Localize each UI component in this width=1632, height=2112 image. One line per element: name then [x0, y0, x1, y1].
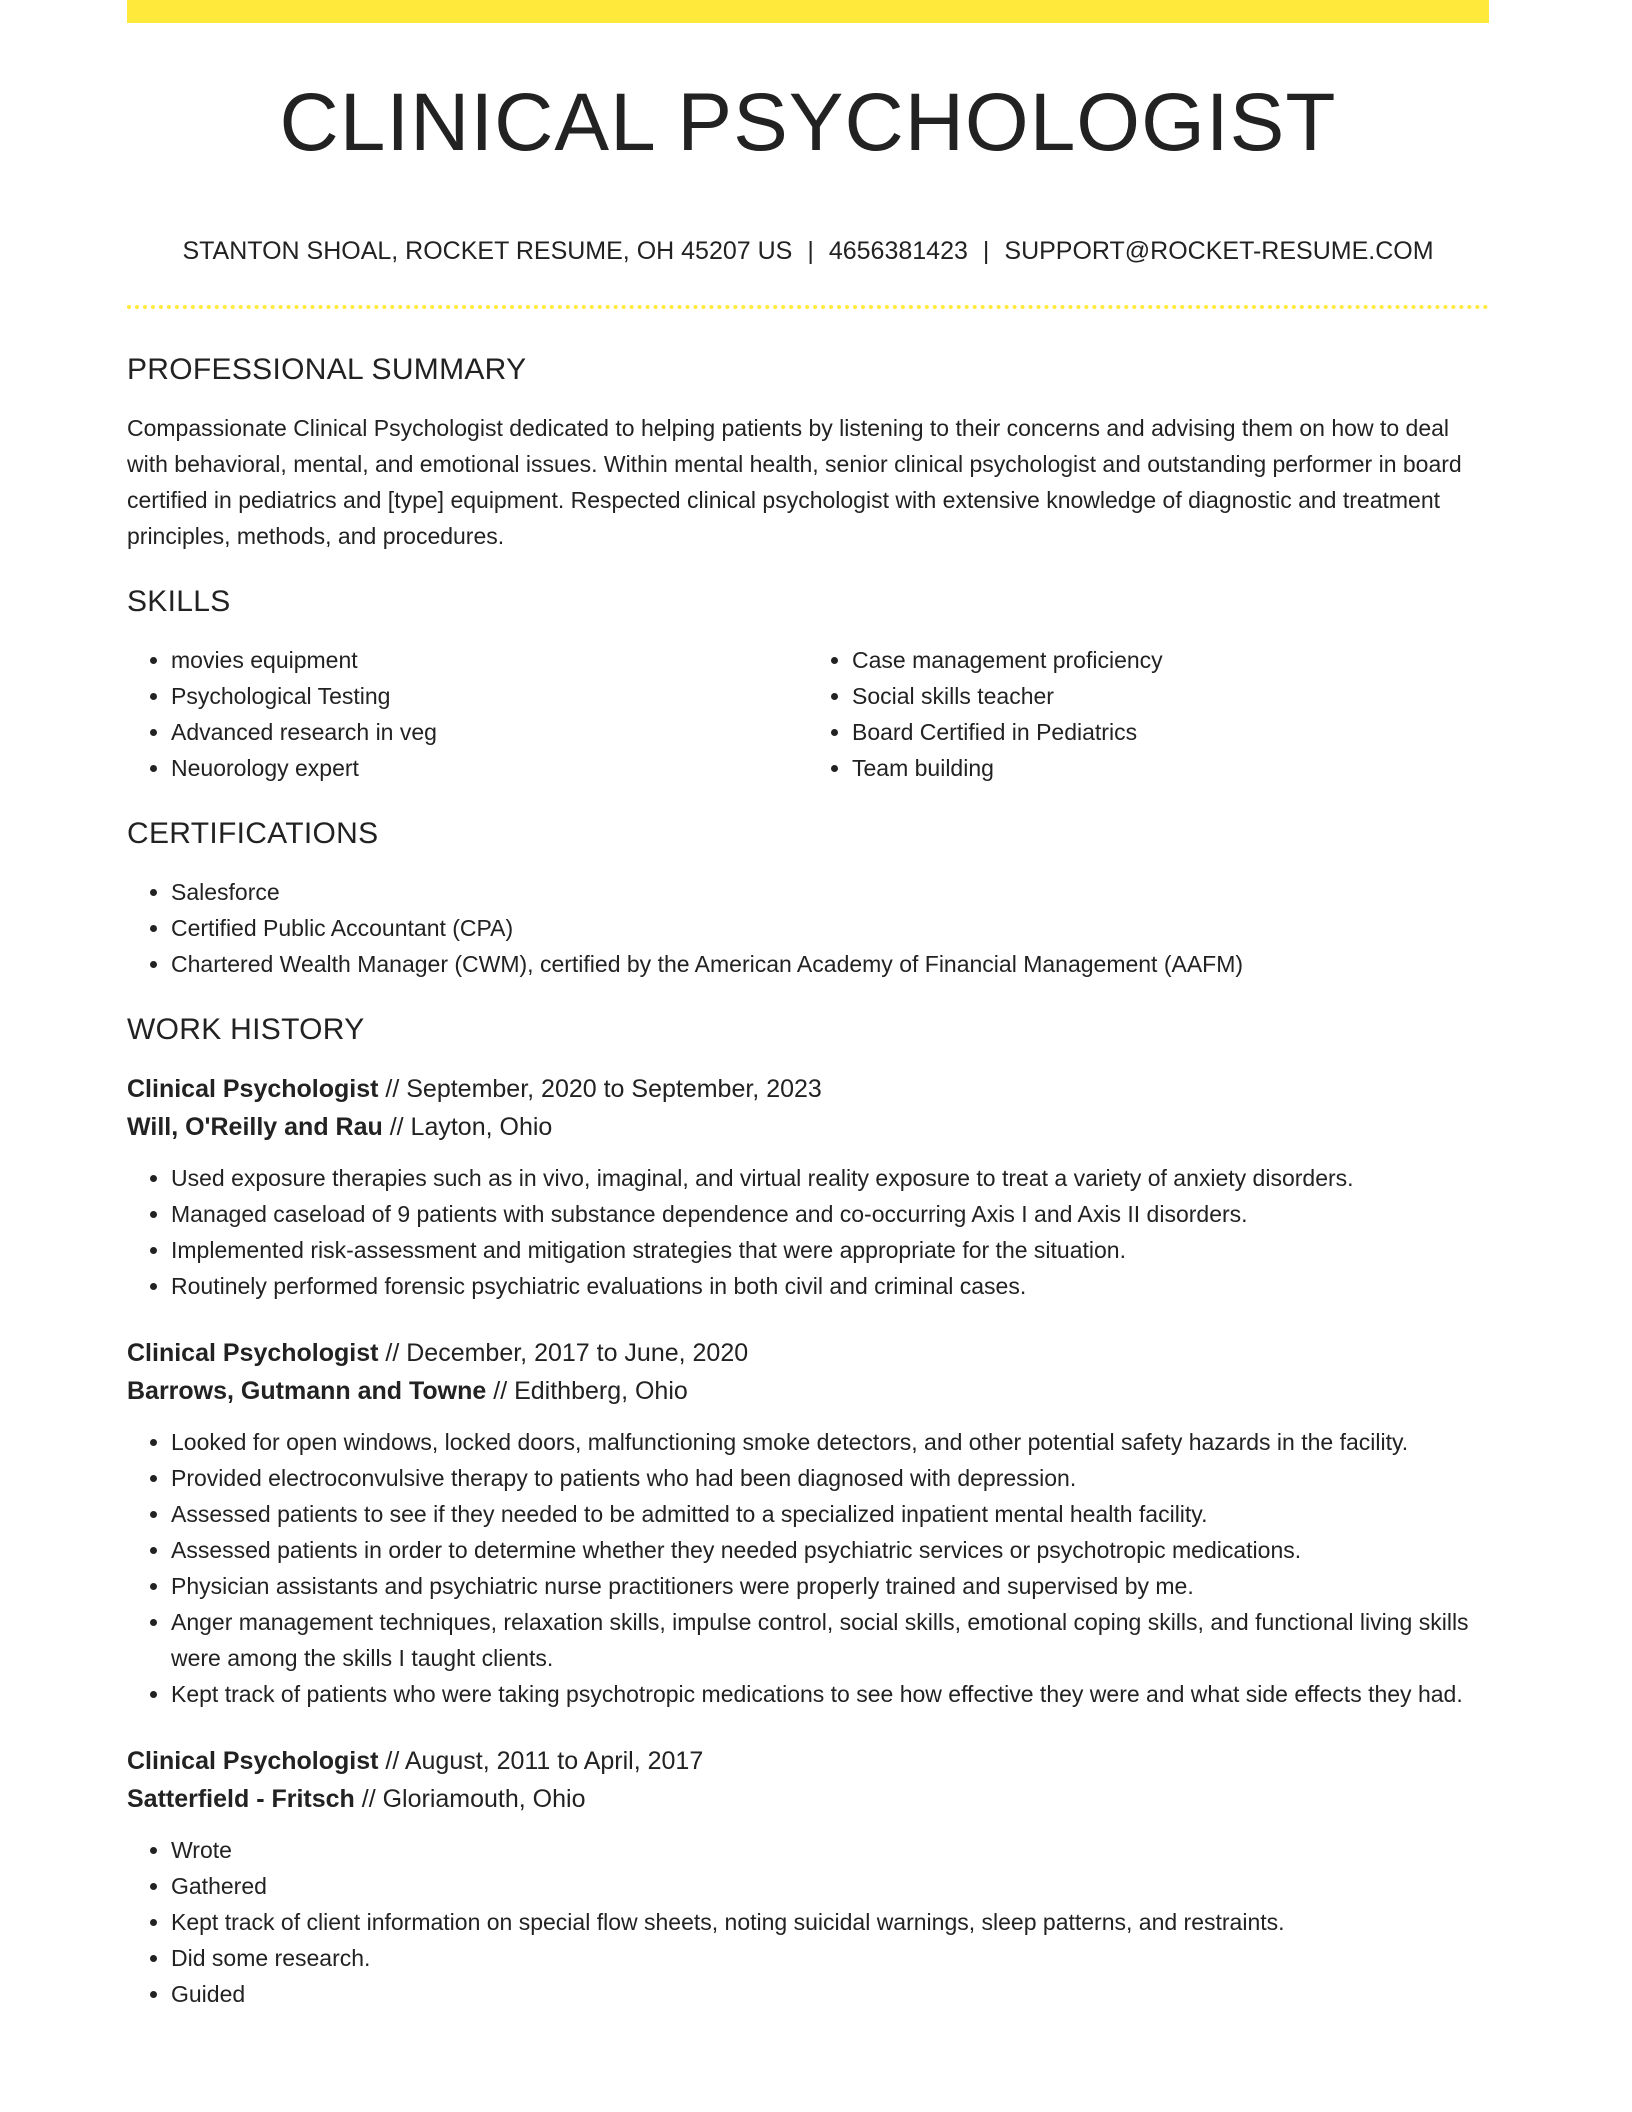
job-location: // Gloriamouth, Ohio	[354, 1785, 586, 1813]
job-location: // Layton, Ohio	[382, 1113, 553, 1141]
job-bullet: • Looked for open windows, locked doors, malfunctioning smoke detectors, and other potential safety hazards in the facility.	[171, 1424, 1489, 1460]
certifications-heading: CERTIFICATIONS	[127, 817, 379, 850]
job-bullet: • Did some research.	[171, 1940, 1489, 1976]
skill-item: • Case management proficiency	[852, 642, 1489, 678]
skill-item: • Team building	[852, 750, 1489, 786]
certification-item: • Certified Public Accountant (CPA)	[171, 910, 1489, 946]
job-bullet: • Physician assistants and psychiatric nurse practitioners were properly trained and supervised by me.	[171, 1568, 1489, 1604]
work-history-section	[127, 1012, 1489, 2012]
skill-item: • Board Certified in Pediatrics	[852, 714, 1489, 750]
contact-separator: |	[807, 237, 814, 265]
contact-line	[127, 236, 1489, 266]
contact-address: STANTON SHOAL, ROCKET RESUME, OH 45207 US	[182, 237, 793, 265]
job-bullet: • Used exposure therapies such as in vivo, imaginal, and virtual reality exposure to treat a variety of anxiety disorders.	[171, 1160, 1489, 1196]
summary-heading: PROFESSIONAL SUMMARY	[127, 353, 527, 386]
summary-text: Compassionate Clinical Psychologist dedicated to helping patients by listening to their concerns and advising them on how to deal with behavioral, mental, and emotional issues. Within mental health, senior clinical psychologist and outstanding performer in board certified in pediatrics and [type] equipment. Respected clinical psychologist with extensive knowledge of diagnostic and treatment principles, methods, and procedures.	[127, 415, 1462, 549]
job-bullet: • Guided	[171, 1976, 1489, 2012]
skills-heading: SKILLS	[127, 585, 231, 618]
job-bullet: • Wrote	[171, 1832, 1489, 1868]
resume-title: CLINICAL PSYCHOLOGIST	[279, 77, 1337, 168]
job-company: Satterfield - Fritsch	[127, 1785, 355, 1813]
job-bullets	[127, 1160, 1489, 1304]
summary-section	[127, 352, 1489, 554]
contact-email: SUPPORT@ROCKET-RESUME.COM	[1004, 237, 1434, 265]
job-dates: // August, 2011 to April, 2017	[378, 1747, 704, 1775]
skill-item: • Psychological Testing	[171, 678, 808, 714]
certifications-list	[127, 874, 1489, 982]
job-dates: // December, 2017 to June, 2020	[378, 1339, 749, 1367]
job-bullet: • Routinely performed forensic psychiatric evaluations in both civil and criminal cases.	[171, 1268, 1489, 1304]
top-accent-bar	[127, 0, 1489, 23]
contact-phone: 4656381423	[828, 237, 968, 265]
job-company: Will, O'Reilly and Rau	[127, 1113, 383, 1141]
job-bullets	[127, 1424, 1489, 1712]
skill-item: • Neuorology expert	[171, 750, 808, 786]
skills-right-list	[808, 642, 1489, 786]
job-company-line	[127, 1108, 1489, 1146]
skills-columns	[127, 642, 1489, 786]
job-bullet: • Implemented risk-assessment and mitigation strategies that were appropriate for the situation.	[171, 1232, 1489, 1268]
job-bullet: • Provided electroconvulsive therapy to patients who had been diagnosed with depression.	[171, 1460, 1489, 1496]
job-title-line	[127, 1070, 1489, 1108]
skill-item: • Advanced research in veg	[171, 714, 808, 750]
job-entry	[127, 1070, 1489, 1304]
job-bullet: • Gathered	[171, 1868, 1489, 1904]
skills-left-list	[127, 642, 808, 786]
certification-item: • Chartered Wealth Manager (CWM), certified by the American Academy of Financial Management (AAFM)	[171, 946, 1489, 982]
resume-content	[127, 352, 1489, 2042]
job-bullet: • Kept track of client information on special flow sheets, noting suicidal warnings, sleep patterns, and restraints.	[171, 1904, 1489, 1940]
job-location: // Edithberg, Ohio	[486, 1377, 688, 1405]
job-title-line	[127, 1334, 1489, 1372]
job-bullet: • Kept track of patients who were taking psychotropic medications to see how effective they were and what side effects they had.	[171, 1676, 1489, 1712]
job-entry	[127, 1742, 1489, 2012]
job-bullet: • Assessed patients in order to determine whether they needed psychiatric services or psychotropic medications.	[171, 1532, 1489, 1568]
job-title: Clinical Psychologist	[127, 1075, 379, 1103]
job-dates: // September, 2020 to September, 2023	[378, 1075, 822, 1103]
job-company-line	[127, 1372, 1489, 1410]
contact-separator: |	[982, 237, 990, 265]
job-bullet: • Anger management techniques, relaxation skills, impulse control, social skills, emotional coping skills, and functional living skills were among the skills I taught clients.	[171, 1604, 1489, 1676]
skill-item: • movies equipment	[171, 642, 808, 678]
job-title-line	[127, 1742, 1489, 1780]
job-title: Clinical Psychologist	[127, 1339, 379, 1367]
certifications-section	[127, 816, 1489, 982]
certification-item: • Salesforce	[171, 874, 1489, 910]
job-title: Clinical Psychologist	[127, 1747, 379, 1775]
work-history-heading: WORK HISTORY	[127, 1013, 365, 1046]
job-entry	[127, 1334, 1489, 1712]
job-bullet: • Assessed patients to see if they needed to be admitted to a specialized inpatient mental health facility.	[171, 1496, 1489, 1532]
header-divider	[127, 305, 1489, 309]
job-company-line	[127, 1780, 1489, 1818]
job-bullet: • Managed caseload of 9 patients with substance dependence and co-occurring Axis I and Axis II disorders.	[171, 1196, 1489, 1232]
job-company: Barrows, Gutmann and Towne	[127, 1377, 487, 1405]
job-bullets	[127, 1832, 1489, 2012]
skills-section	[127, 584, 1489, 786]
skill-item: • Social skills teacher	[852, 678, 1489, 714]
